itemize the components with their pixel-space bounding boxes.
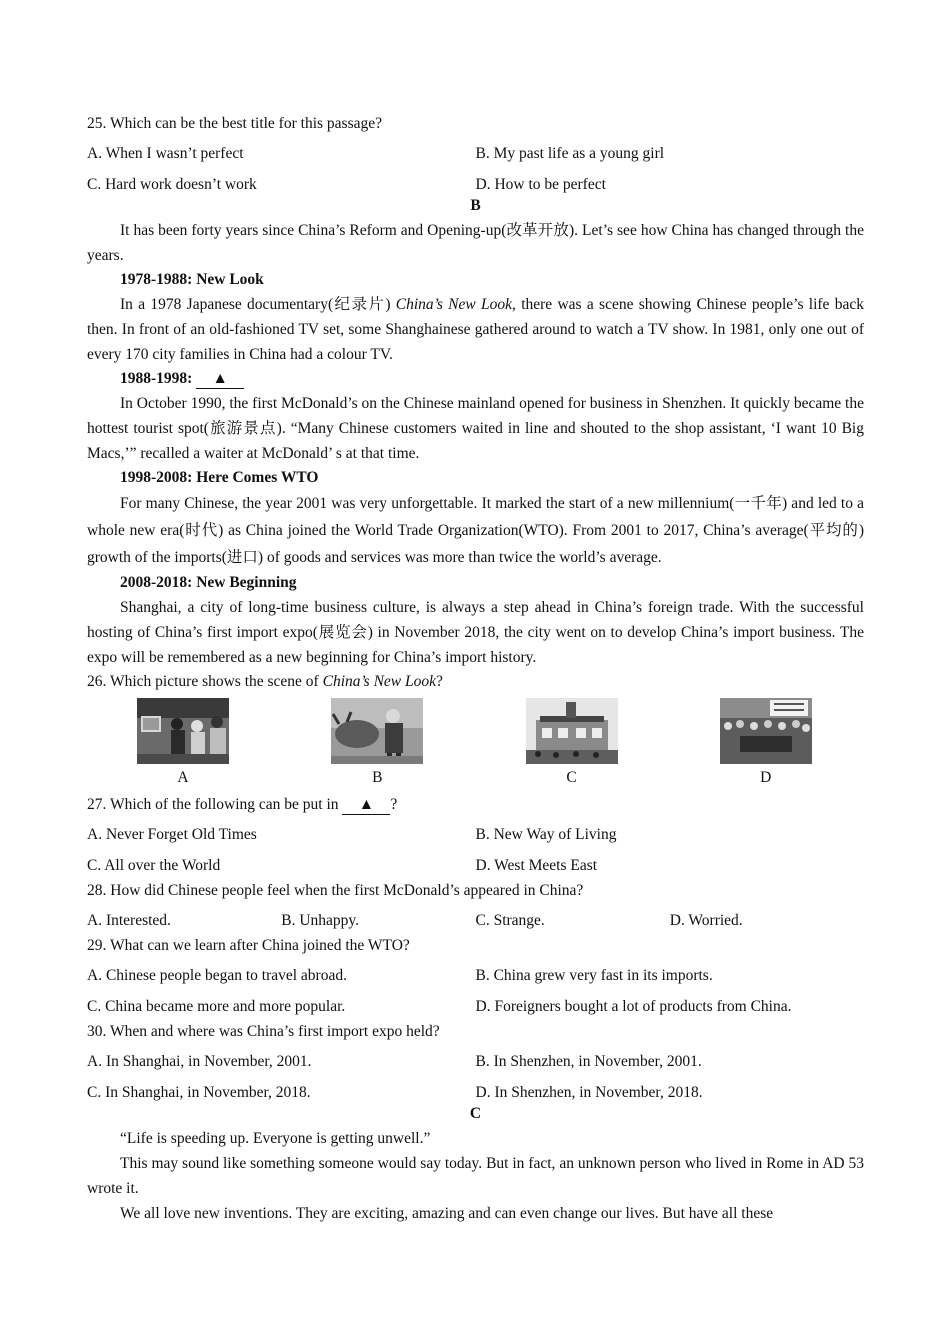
- picture-label-a: A: [177, 769, 189, 786]
- picture-option-b[interactable]: [281, 698, 475, 790]
- option-a[interactable]: A. Interested.: [87, 912, 171, 929]
- section-title-2008: 2008-2018: New Beginning: [120, 574, 297, 591]
- picture-option-d[interactable]: [670, 698, 864, 790]
- passage-c-paragraph-2: This may sound like something someone would say today. But in fact, an unknown person who lived in Rome in AD 53 wrote it.: [87, 1155, 864, 1197]
- passage-c-heading: C: [469, 1105, 482, 1122]
- section-paragraph-1988: In October 1990, the first McDonald’s on the Chinese mainland opened for business in Shenzhen. It quickly became the hottest tourist spot(旅游景点). “Many Chinese customers waited in line and shouted to the shop assistant, ‘I want 10 Big Macs,’” recalled a waiter at McDonald’ s at that time.: [87, 395, 864, 462]
- answer-blank: ▲: [196, 370, 244, 389]
- option-c[interactable]: C. Strange.: [475, 912, 545, 929]
- picture-label-b: B: [372, 769, 383, 786]
- farmer-with-ox-photo: [331, 698, 423, 764]
- section-title-1978: 1978-1988: New Look: [120, 271, 264, 288]
- option-a[interactable]: A. In Shanghai, in November, 2001.: [87, 1053, 312, 1070]
- option-a[interactable]: A. Chinese people began to travel abroad.: [87, 967, 347, 984]
- documentary-title: China’s New Look: [395, 296, 513, 313]
- picture-label-d: D: [760, 769, 772, 786]
- option-d[interactable]: D. How to be perfect: [475, 176, 606, 193]
- passage-c-paragraph-1: “Life is speeding up. Everyone is getting unwell.”: [120, 1130, 431, 1147]
- question-26-pictures: [87, 698, 864, 790]
- question-25: 25. Which can be the best title for this passage?: [87, 115, 382, 132]
- exam-page: [87, 112, 864, 1226]
- question-29: 29. What can we learn after China joined the WTO?: [87, 937, 410, 954]
- section-paragraph-1998: For many Chinese, the year 2001 was very unforgettable. It marked the start of a new millennium(一千年) and led to a whole new era(时代) as China joined the World Trade Organization(WTO). From 2001 to 2017, China’s average(平均的) growth of the imports(进口) of goods and services was more than twice the world’s average.: [87, 495, 864, 566]
- tv-family-photo: [137, 698, 229, 764]
- section-paragraph-2008: Shanghai, a city of long-time business culture, is always a step ahead in China’s foreign trade. With the successful hosting of China’s first import expo(展览会) in November 2018, the city went on to develop China’s import business. The expo will be remembered as a new beginning for China’s import history.: [87, 599, 864, 666]
- option-c[interactable]: C. In Shanghai, in November, 2018.: [87, 1084, 311, 1101]
- picture-label-c: C: [566, 769, 577, 786]
- question-30: 30. When and where was China’s first import expo held?: [87, 1023, 440, 1040]
- option-b[interactable]: B. In Shenzhen, in November, 2001.: [475, 1053, 702, 1070]
- option-c[interactable]: C. All over the World: [87, 857, 221, 874]
- option-d[interactable]: D. In Shenzhen, in November, 2018.: [475, 1084, 703, 1101]
- question-26: 26. Which picture shows the scene of China’s New Look?: [87, 673, 443, 690]
- option-d[interactable]: D. Worried.: [669, 912, 743, 929]
- option-a[interactable]: A. When I wasn’t perfect: [87, 145, 244, 162]
- option-c[interactable]: C. China became more and more popular.: [87, 998, 346, 1015]
- option-d[interactable]: D. West Meets East: [475, 857, 598, 874]
- picture-option-c[interactable]: [476, 698, 670, 790]
- option-b[interactable]: B. My past life as a young girl: [475, 145, 665, 162]
- option-b[interactable]: B. China grew very fast in its imports.: [475, 967, 713, 984]
- section-title-1998: 1998-2008: Here Comes WTO: [120, 469, 319, 486]
- restaurant-crowd-photo: [526, 698, 618, 764]
- option-d[interactable]: D. Foreigners bought a lot of products from China.: [475, 998, 792, 1015]
- passage-c-paragraph-3: We all love new inventions. They are exciting, amazing and can even change our lives. But have all these: [120, 1205, 774, 1222]
- option-a[interactable]: A. Never Forget Old Times: [87, 826, 257, 843]
- passage-b-heading: B: [470, 197, 481, 214]
- question-29-options: [87, 964, 864, 1026]
- option-b[interactable]: B. Unhappy.: [281, 912, 360, 929]
- passage-b-intro: It has been forty years since China’s Reform and Opening-up(改革开放). Let’s see how China has changed through the years.: [87, 222, 864, 264]
- question-27: 27. Which of the following can be put in ▲ ?: [87, 796, 398, 813]
- section-title-1988: 1988-1998: ▲: [120, 367, 864, 391]
- question-27-options: [87, 823, 864, 885]
- question-28: 28. How did Chinese people feel when the first McDonald’s appeared in China?: [87, 882, 584, 899]
- expo-crowd-photo: [720, 698, 812, 764]
- option-b[interactable]: B. New Way of Living: [475, 826, 617, 843]
- answer-blank: ▲: [342, 796, 390, 815]
- option-c[interactable]: C. Hard work doesn’t work: [87, 176, 257, 193]
- picture-option-a[interactable]: [87, 698, 281, 790]
- section-paragraph-1978: In a 1978 Japanese documentary(纪录片) China’s New Look, there was a scene showing Chinese people’s life back then. In front of an old-fashioned TV set, some Shanghainese gathered around to watch a TV show. In 1981, only one out of every 170 city families in China had a colour TV.: [87, 296, 864, 363]
